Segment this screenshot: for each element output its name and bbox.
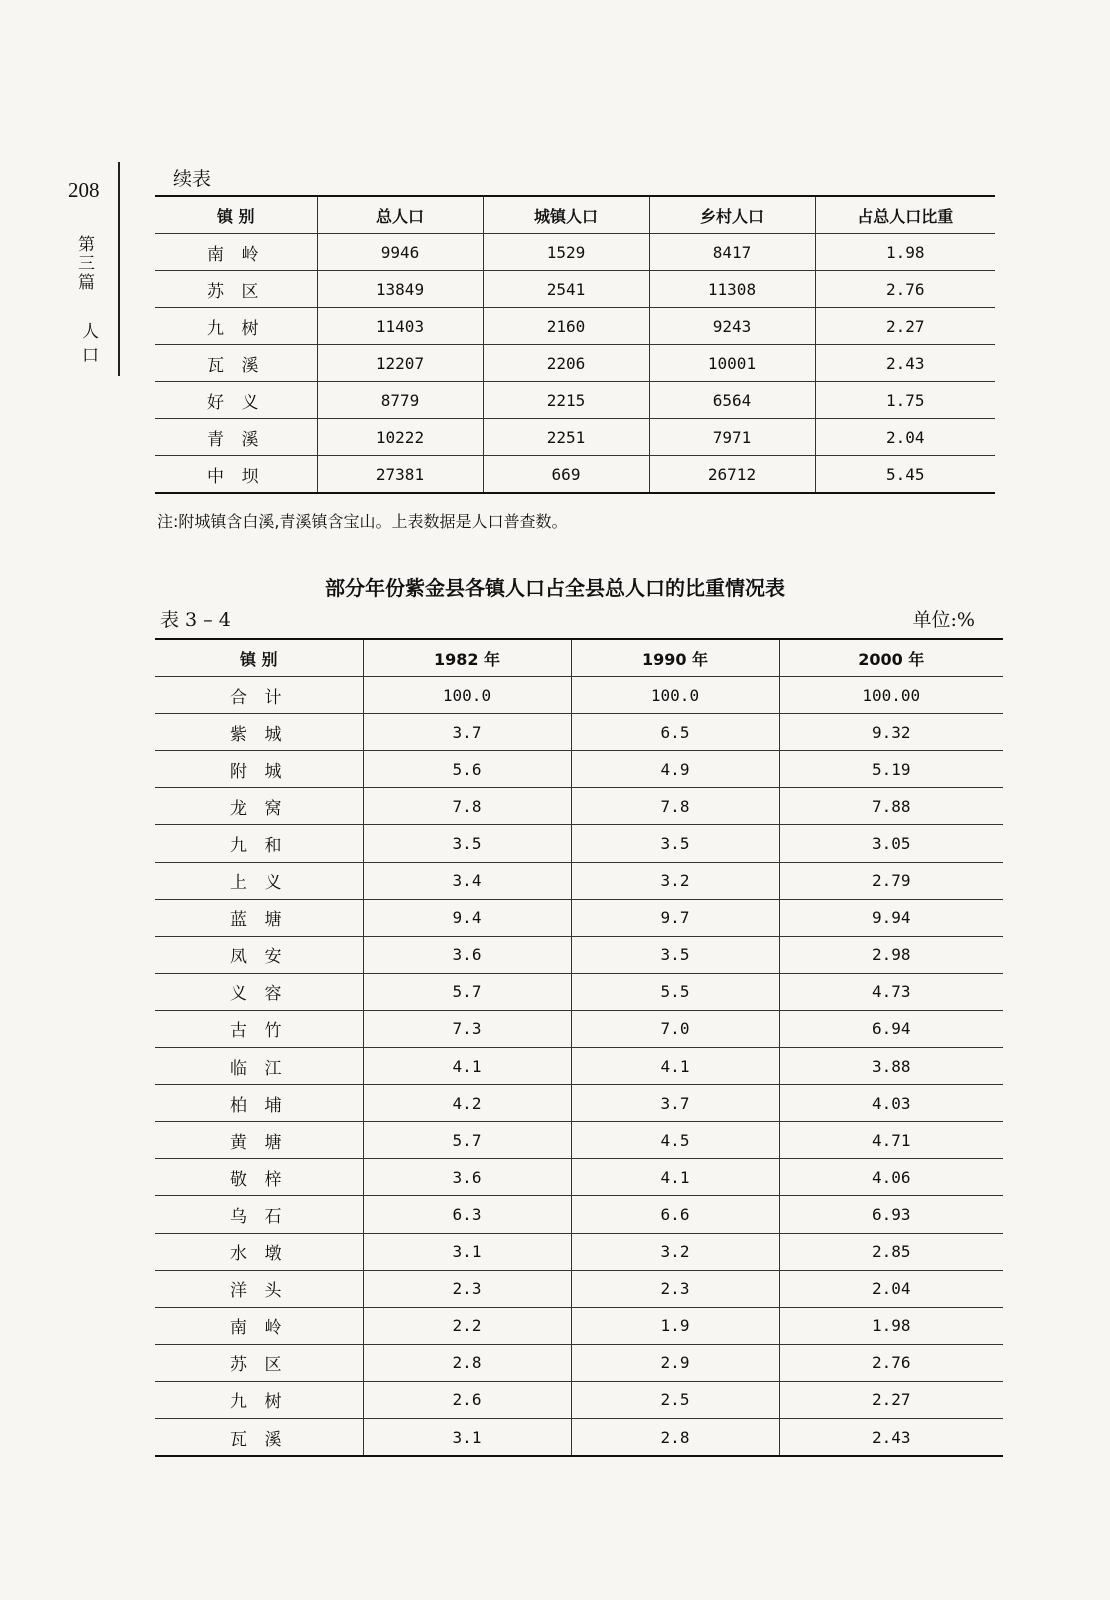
value-cell: 4.71 bbox=[779, 1122, 1003, 1159]
table-row bbox=[155, 751, 1003, 788]
value-cell: 1529 bbox=[483, 234, 649, 271]
value-cell: 2.27 bbox=[815, 308, 995, 345]
town-name-cell: 好 义 bbox=[155, 382, 317, 419]
column-header: 1990 年 bbox=[571, 639, 779, 677]
value-cell: 5.5 bbox=[571, 973, 779, 1010]
value-cell: 2.04 bbox=[779, 1270, 1003, 1307]
table-row bbox=[155, 345, 995, 382]
population-table bbox=[155, 195, 995, 494]
value-cell: 6564 bbox=[649, 382, 815, 419]
table-row bbox=[155, 1418, 1003, 1456]
value-cell: 9243 bbox=[649, 308, 815, 345]
continuation-label: 续表 bbox=[173, 168, 212, 190]
town-name-cell: 九 树 bbox=[155, 308, 317, 345]
value-cell: 2.5 bbox=[571, 1381, 779, 1418]
value-cell: 2541 bbox=[483, 271, 649, 308]
column-header: 2000 年 bbox=[779, 639, 1003, 677]
town-name-cell: 九 树 bbox=[155, 1381, 363, 1418]
value-cell: 6.6 bbox=[571, 1196, 779, 1233]
column-header: 镇 别 bbox=[155, 639, 363, 677]
column-header: 总人口 bbox=[317, 196, 483, 234]
table-number: 表 3 – 4 bbox=[160, 609, 231, 631]
town-name-cell: 南 岭 bbox=[155, 234, 317, 271]
value-cell: 3.6 bbox=[363, 936, 571, 973]
table-row bbox=[155, 382, 995, 419]
value-cell: 2.76 bbox=[815, 271, 995, 308]
value-cell: 5.7 bbox=[363, 973, 571, 1010]
value-cell: 5.7 bbox=[363, 1122, 571, 1159]
value-cell: 2.8 bbox=[363, 1344, 571, 1381]
town-name-cell: 义 容 bbox=[155, 973, 363, 1010]
value-cell: 1.98 bbox=[779, 1307, 1003, 1344]
population-table-body bbox=[155, 234, 995, 494]
value-cell: 1.98 bbox=[815, 234, 995, 271]
value-cell: 13849 bbox=[317, 271, 483, 308]
section-label: 人口 bbox=[82, 322, 99, 366]
value-cell: 6.94 bbox=[779, 1010, 1003, 1047]
value-cell: 5.45 bbox=[815, 456, 995, 494]
value-cell: 26712 bbox=[649, 456, 815, 494]
table-row bbox=[155, 1307, 1003, 1344]
value-cell: 4.1 bbox=[571, 1159, 779, 1196]
table-row bbox=[155, 1085, 1003, 1122]
value-cell: 6.5 bbox=[571, 714, 779, 751]
value-cell: 4.5 bbox=[571, 1122, 779, 1159]
value-cell: 4.1 bbox=[363, 1048, 571, 1085]
town-name-cell: 中 坝 bbox=[207, 466, 265, 487]
value-cell: 7.88 bbox=[779, 788, 1003, 825]
table-row bbox=[155, 1159, 1003, 1196]
table-row bbox=[155, 714, 1003, 751]
value-cell: 1.9 bbox=[571, 1307, 779, 1344]
value-cell: 12207 bbox=[317, 345, 483, 382]
value-cell: 7.0 bbox=[571, 1010, 779, 1047]
value-cell: 7.8 bbox=[363, 788, 571, 825]
table-row bbox=[155, 419, 995, 456]
value-cell: 4.9 bbox=[571, 751, 779, 788]
column-header: 镇 别 bbox=[155, 196, 317, 234]
value-cell: 3.1 bbox=[363, 1233, 571, 1270]
value-cell: 7.3 bbox=[363, 1010, 571, 1047]
column-header: 乡村人口 bbox=[649, 196, 815, 234]
value-cell: 2.3 bbox=[571, 1270, 779, 1307]
value-cell: 3.88 bbox=[779, 1048, 1003, 1085]
value-cell: 4.2 bbox=[363, 1085, 571, 1122]
page-number: 208 bbox=[68, 178, 100, 202]
value-cell: 9946 bbox=[317, 234, 483, 271]
town-name-cell: 凤 安 bbox=[155, 936, 363, 973]
value-cell: 3.7 bbox=[571, 1085, 779, 1122]
value-cell: 1.75 bbox=[815, 382, 995, 419]
value-cell: 2251 bbox=[483, 419, 649, 456]
value-cell: 6.93 bbox=[779, 1196, 1003, 1233]
column-header: 城镇人口 bbox=[483, 196, 649, 234]
table-row bbox=[155, 1233, 1003, 1270]
value-cell: 7971 bbox=[649, 419, 815, 456]
town-name-cell: 南 岭 bbox=[155, 1307, 363, 1344]
value-cell: 3.6 bbox=[363, 1159, 571, 1196]
table-title: 部分年份紫金县各镇人口占全县总人口的比重情况表 bbox=[325, 576, 785, 600]
value-cell: 2.79 bbox=[779, 862, 1003, 899]
table-row bbox=[155, 862, 1003, 899]
value-cell: 2.6 bbox=[363, 1381, 571, 1418]
table-row bbox=[155, 456, 995, 494]
value-cell: 11308 bbox=[649, 271, 815, 308]
value-cell: 5.6 bbox=[363, 751, 571, 788]
table-row bbox=[155, 788, 1003, 825]
town-name-cell: 临 江 bbox=[155, 1048, 363, 1085]
town-name-cell: 龙 窝 bbox=[155, 788, 363, 825]
town-name-cell: 附 城 bbox=[155, 751, 363, 788]
table-row bbox=[155, 271, 995, 308]
share-table bbox=[155, 638, 1003, 1457]
value-cell: 2.43 bbox=[779, 1418, 1003, 1456]
town-name-cell: 蓝 塘 bbox=[155, 899, 363, 936]
value-cell: 3.1 bbox=[363, 1418, 571, 1456]
town-name-cell: 上 义 bbox=[155, 862, 363, 899]
table-row bbox=[155, 1010, 1003, 1047]
value-cell: 100.0 bbox=[571, 677, 779, 714]
town-name-cell: 洋 头 bbox=[155, 1270, 363, 1307]
town-name-cell: 苏 区 bbox=[155, 271, 317, 308]
town-name-cell: 瓦 溪 bbox=[230, 1429, 288, 1450]
value-cell: 8779 bbox=[317, 382, 483, 419]
value-cell: 100.0 bbox=[363, 677, 571, 714]
value-cell: 3.2 bbox=[571, 862, 779, 899]
town-name-cell: 青 溪 bbox=[155, 419, 317, 456]
town-name-cell: 柏 埔 bbox=[155, 1085, 363, 1122]
value-cell: 27381 bbox=[317, 456, 483, 494]
margin-rule bbox=[118, 162, 120, 376]
value-cell: 10222 bbox=[317, 419, 483, 456]
population-table-header bbox=[155, 196, 995, 234]
value-cell: 3.2 bbox=[571, 1233, 779, 1270]
value-cell: 2.3 bbox=[363, 1270, 571, 1307]
value-cell: 669 bbox=[483, 456, 649, 494]
chapter-label: 第三篇 bbox=[78, 235, 95, 293]
town-name-cell: 合 计 bbox=[155, 677, 363, 714]
value-cell: 2.8 bbox=[571, 1418, 779, 1456]
value-cell: 2.27 bbox=[779, 1381, 1003, 1418]
value-cell: 10001 bbox=[649, 345, 815, 382]
column-header: 1982 年 bbox=[363, 639, 571, 677]
value-cell: 2206 bbox=[483, 345, 649, 382]
value-cell: 2215 bbox=[483, 382, 649, 419]
value-cell: 100.00 bbox=[779, 677, 1003, 714]
value-cell: 4.73 bbox=[779, 973, 1003, 1010]
table-row bbox=[155, 677, 1003, 714]
value-cell: 4.03 bbox=[779, 1085, 1003, 1122]
value-cell: 9.94 bbox=[779, 899, 1003, 936]
value-cell: 4.06 bbox=[779, 1159, 1003, 1196]
town-name-cell: 黄 塘 bbox=[155, 1122, 363, 1159]
town-name-cell: 水 墩 bbox=[155, 1233, 363, 1270]
value-cell: 3.4 bbox=[363, 862, 571, 899]
column-header: 占总人口比重 bbox=[815, 196, 995, 234]
table-row bbox=[155, 308, 995, 345]
town-name-cell: 苏 区 bbox=[155, 1344, 363, 1381]
value-cell: 4.1 bbox=[571, 1048, 779, 1085]
unit-label: 单位:% bbox=[912, 609, 975, 631]
town-name-cell: 敬 梓 bbox=[155, 1159, 363, 1196]
table-row bbox=[155, 825, 1003, 862]
value-cell: 3.05 bbox=[779, 825, 1003, 862]
value-cell: 3.5 bbox=[571, 936, 779, 973]
value-cell: 7.8 bbox=[571, 788, 779, 825]
town-name-cell: 九 和 bbox=[155, 825, 363, 862]
value-cell: 5.19 bbox=[779, 751, 1003, 788]
table-row bbox=[155, 899, 1003, 936]
value-cell: 3.5 bbox=[571, 825, 779, 862]
table-row bbox=[155, 1381, 1003, 1418]
value-cell: 2160 bbox=[483, 308, 649, 345]
value-cell: 2.76 bbox=[779, 1344, 1003, 1381]
town-name-cell: 古 竹 bbox=[155, 1010, 363, 1047]
table-row bbox=[155, 936, 1003, 973]
value-cell: 3.7 bbox=[363, 714, 571, 751]
value-cell: 9.4 bbox=[363, 899, 571, 936]
value-cell: 3.5 bbox=[363, 825, 571, 862]
value-cell: 9.32 bbox=[779, 714, 1003, 751]
town-name-cell: 乌 石 bbox=[155, 1196, 363, 1233]
table-row bbox=[155, 1344, 1003, 1381]
table-row bbox=[155, 234, 995, 271]
town-name-cell: 紫 城 bbox=[155, 714, 363, 751]
value-cell: 2.04 bbox=[815, 419, 995, 456]
town-name-cell: 瓦 溪 bbox=[155, 345, 317, 382]
value-cell: 2.43 bbox=[815, 345, 995, 382]
value-cell: 2.9 bbox=[571, 1344, 779, 1381]
value-cell: 2.2 bbox=[363, 1307, 571, 1344]
value-cell: 8417 bbox=[649, 234, 815, 271]
share-table-header bbox=[155, 639, 1003, 677]
table-row bbox=[155, 1270, 1003, 1307]
table-row bbox=[155, 973, 1003, 1010]
share-table-body bbox=[155, 677, 1003, 1456]
table-note: 注:附城镇含白溪,青溪镇含宝山。上表数据是人口普查数。 bbox=[157, 512, 568, 531]
table-row bbox=[155, 1048, 1003, 1085]
table-row bbox=[155, 1122, 1003, 1159]
value-cell: 9.7 bbox=[571, 899, 779, 936]
value-cell: 2.85 bbox=[779, 1233, 1003, 1270]
value-cell: 6.3 bbox=[363, 1196, 571, 1233]
table-row bbox=[155, 1196, 1003, 1233]
value-cell: 11403 bbox=[317, 308, 483, 345]
value-cell: 2.98 bbox=[779, 936, 1003, 973]
